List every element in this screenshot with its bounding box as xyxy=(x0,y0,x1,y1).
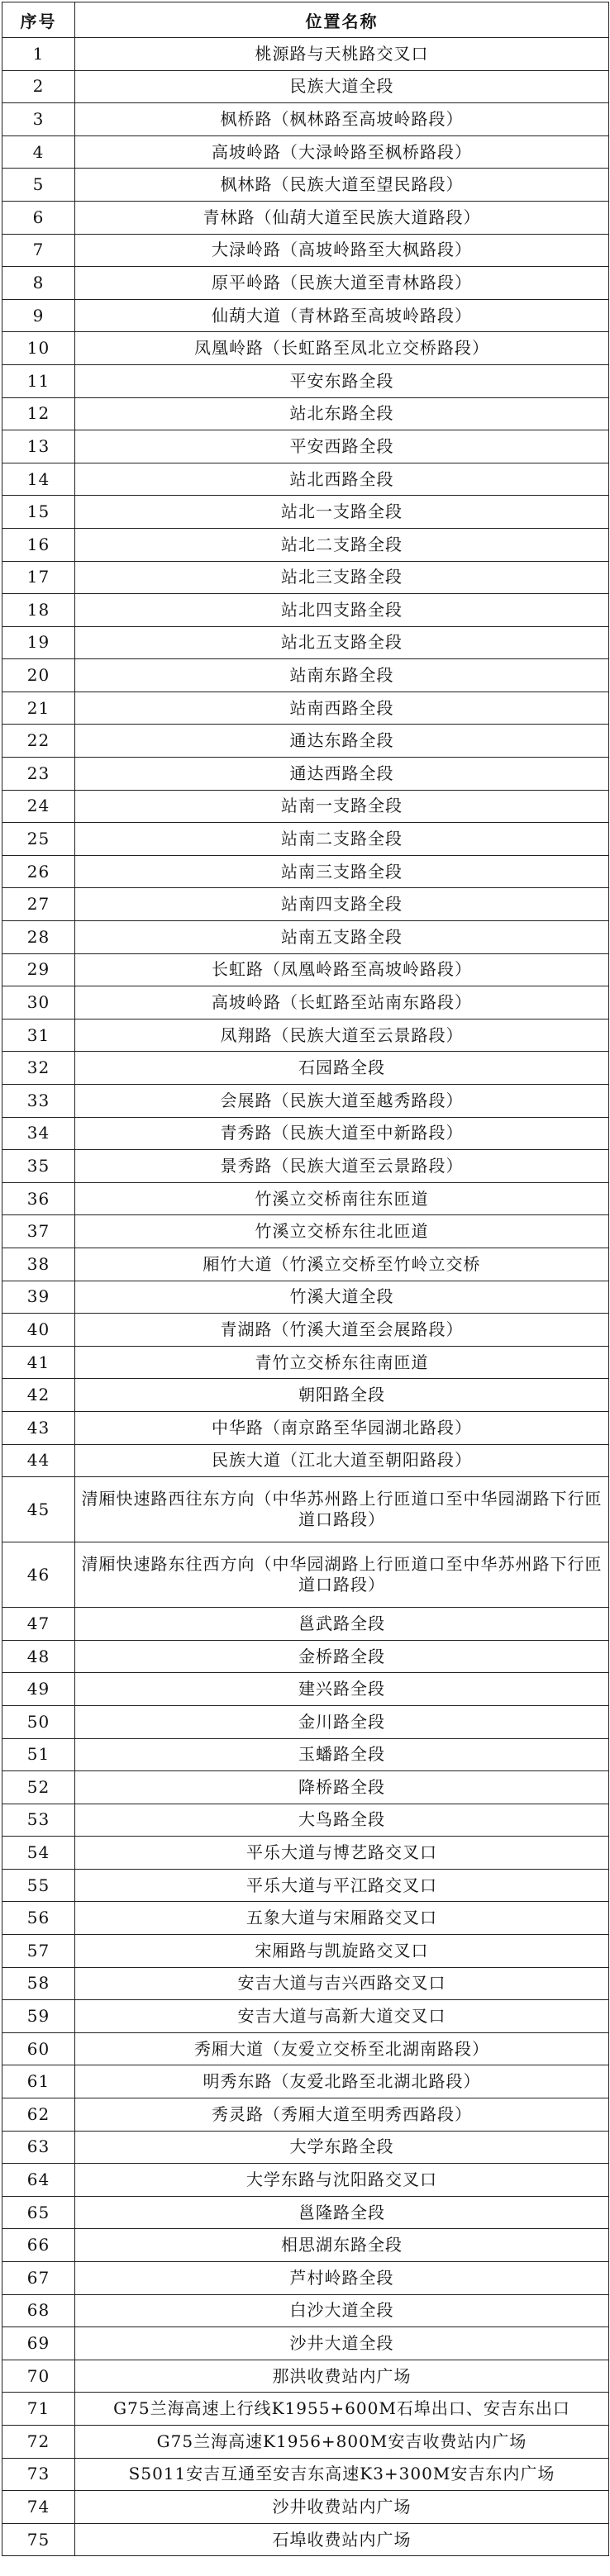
row-location-name: 青林路（仙葫大道至民族大道路段） xyxy=(75,201,609,234)
row-location-name: 白沙大道全段 xyxy=(75,2294,609,2327)
table-row xyxy=(2,397,609,430)
table-row xyxy=(2,823,609,856)
row-location-name: 大渌岭路（高坡岭路至大枫路段） xyxy=(75,234,609,267)
table-row xyxy=(2,659,609,692)
row-serial-number: 49 xyxy=(2,1673,75,1706)
row-location-name: 青竹立交桥东往南匝道 xyxy=(75,1346,609,1379)
row-serial-number: 68 xyxy=(2,2294,75,2327)
row-location-name: 长虹路（凤凰岭路至高坡岭路段） xyxy=(75,953,609,986)
row-serial-number: 72 xyxy=(2,2425,75,2458)
row-location-name: 厢竹大道（竹溪立交桥至竹岭立交桥 xyxy=(75,1248,609,1281)
table-row xyxy=(2,2000,609,2033)
row-location-name: 宋厢路与凯旋路交叉口 xyxy=(75,1935,609,1968)
row-location-name: 高坡岭路（大渌岭路至枫桥路段） xyxy=(75,135,609,169)
row-location-name: 站北五支路全段 xyxy=(75,626,609,659)
row-location-name: 金桥路全段 xyxy=(75,1640,609,1673)
row-location-name: 竹溪立交桥东往北匝道 xyxy=(75,1215,609,1248)
row-location-name: 朝阳路全段 xyxy=(75,1379,609,1412)
row-location-name: 平安东路全段 xyxy=(75,364,609,397)
table-row xyxy=(2,1477,609,1542)
row-location-name: 通达东路全段 xyxy=(75,725,609,758)
table-row xyxy=(2,1150,609,1183)
row-serial-number: 18 xyxy=(2,594,75,627)
table-row xyxy=(2,1248,609,1281)
row-serial-number: 24 xyxy=(2,790,75,823)
row-serial-number: 66 xyxy=(2,2229,75,2262)
table-row xyxy=(2,1804,609,1837)
table-row xyxy=(2,2032,609,2065)
row-serial-number: 63 xyxy=(2,2131,75,2164)
row-location-name: 通达西路全段 xyxy=(75,758,609,791)
header-location-name: 位置名称 xyxy=(75,2,609,38)
row-location-name: 竹溪立交桥南往东匝道 xyxy=(75,1182,609,1215)
row-serial-number: 14 xyxy=(2,463,75,496)
table-row xyxy=(2,561,609,594)
row-serial-number: 41 xyxy=(2,1346,75,1379)
row-location-name: 邕武路全段 xyxy=(75,1608,609,1641)
row-location-name: G75兰海高速上行线K1955+600M石埠出口、安吉东出口 xyxy=(75,2393,609,2426)
row-serial-number: 58 xyxy=(2,1967,75,2000)
table-row xyxy=(2,430,609,463)
row-location-name: 站北三支路全段 xyxy=(75,561,609,594)
row-serial-number: 62 xyxy=(2,2098,75,2132)
row-serial-number: 69 xyxy=(2,2327,75,2360)
row-serial-number: 9 xyxy=(2,299,75,332)
row-serial-number: 30 xyxy=(2,986,75,1019)
row-serial-number: 31 xyxy=(2,1019,75,1052)
row-location-name: 民族大道全段 xyxy=(75,70,609,103)
row-location-name: 枫林路（民族大道至望民路段） xyxy=(75,169,609,202)
table-row xyxy=(2,2065,609,2098)
row-serial-number: 29 xyxy=(2,953,75,986)
table-row xyxy=(2,1771,609,1804)
row-location-name: 五象大道与宋厢路交叉口 xyxy=(75,1902,609,1935)
row-location-name: 景秀路（民族大道至云景路段） xyxy=(75,1150,609,1183)
table-row xyxy=(2,38,609,71)
row-location-name: 站北二支路全段 xyxy=(75,528,609,561)
row-serial-number: 19 xyxy=(2,626,75,659)
table-row xyxy=(2,1935,609,1968)
row-serial-number: 51 xyxy=(2,1738,75,1771)
table-row xyxy=(2,1411,609,1444)
row-location-name: 平安西路全段 xyxy=(75,430,609,463)
row-serial-number: 40 xyxy=(2,1314,75,1347)
row-location-name: 青湖路（竹溪大道至会展路段） xyxy=(75,1314,609,1347)
location-table xyxy=(2,2,609,2556)
table-row xyxy=(2,1314,609,1347)
table-row xyxy=(2,267,609,300)
table-row xyxy=(2,692,609,725)
row-serial-number: 48 xyxy=(2,1640,75,1673)
row-serial-number: 59 xyxy=(2,2000,75,2033)
row-serial-number: 43 xyxy=(2,1411,75,1444)
row-location-name: 站北一支路全段 xyxy=(75,496,609,529)
row-serial-number: 61 xyxy=(2,2065,75,2098)
row-location-name: 清厢快速路西往东方向（中华苏州路上行匝道口至中华园湖路下行匝道口路段） xyxy=(75,1477,609,1542)
row-serial-number: 5 xyxy=(2,169,75,202)
row-serial-number: 22 xyxy=(2,725,75,758)
table-row xyxy=(2,1379,609,1412)
table-row xyxy=(2,1182,609,1215)
row-location-name: 桃源路与天桃路交叉口 xyxy=(75,38,609,71)
table-row xyxy=(2,2262,609,2295)
row-location-name: 大学东路与沈阳路交叉口 xyxy=(75,2164,609,2197)
row-location-name: 站南二支路全段 xyxy=(75,823,609,856)
row-serial-number: 3 xyxy=(2,103,75,136)
row-serial-number: 73 xyxy=(2,2458,75,2491)
row-serial-number: 6 xyxy=(2,201,75,234)
row-location-name: 民族大道（江北大道至朝阳路段） xyxy=(75,1444,609,1477)
table-row xyxy=(2,1837,609,1870)
row-location-name: 金川路全段 xyxy=(75,1705,609,1738)
row-serial-number: 34 xyxy=(2,1117,75,1150)
row-location-name: 大学东路全段 xyxy=(75,2131,609,2164)
table-row xyxy=(2,1673,609,1706)
table-body xyxy=(2,38,609,2556)
row-serial-number: 60 xyxy=(2,2032,75,2065)
row-location-name: 沙井大道全段 xyxy=(75,2327,609,2360)
table-row xyxy=(2,528,609,561)
row-serial-number: 28 xyxy=(2,921,75,954)
row-serial-number: 54 xyxy=(2,1837,75,1870)
row-serial-number: 36 xyxy=(2,1182,75,1215)
row-serial-number: 39 xyxy=(2,1281,75,1314)
row-serial-number: 38 xyxy=(2,1248,75,1281)
table-row xyxy=(2,332,609,365)
row-serial-number: 35 xyxy=(2,1150,75,1183)
table-row xyxy=(2,201,609,234)
table-row xyxy=(2,2098,609,2132)
row-serial-number: 74 xyxy=(2,2491,75,2524)
table-row xyxy=(2,1215,609,1248)
row-serial-number: 33 xyxy=(2,1085,75,1118)
table-row xyxy=(2,2393,609,2426)
table-row xyxy=(2,758,609,791)
row-serial-number: 50 xyxy=(2,1705,75,1738)
row-serial-number: 55 xyxy=(2,1869,75,1902)
table-row xyxy=(2,463,609,496)
row-location-name: 邕隆路全段 xyxy=(75,2196,609,2229)
row-location-name: 平乐大道与平江路交叉口 xyxy=(75,1869,609,1902)
row-serial-number: 65 xyxy=(2,2196,75,2229)
row-serial-number: 4 xyxy=(2,135,75,169)
table-row xyxy=(2,1640,609,1673)
row-serial-number: 13 xyxy=(2,430,75,463)
table-row xyxy=(2,2491,609,2524)
row-serial-number: 8 xyxy=(2,267,75,300)
table-row xyxy=(2,1967,609,2000)
table-row xyxy=(2,725,609,758)
table-row xyxy=(2,2327,609,2360)
table-row xyxy=(2,1608,609,1641)
row-serial-number: 44 xyxy=(2,1444,75,1477)
row-serial-number: 70 xyxy=(2,2360,75,2393)
row-location-name: 石园路全段 xyxy=(75,1052,609,1085)
table-row xyxy=(2,364,609,397)
row-serial-number: 25 xyxy=(2,823,75,856)
row-location-name: 高坡岭路（长虹路至站南东路段） xyxy=(75,986,609,1019)
row-location-name: 芦村岭路全段 xyxy=(75,2262,609,2295)
row-serial-number: 21 xyxy=(2,692,75,725)
table-row xyxy=(2,299,609,332)
row-serial-number: 46 xyxy=(2,1542,75,1608)
row-location-name: 相思湖东路全段 xyxy=(75,2229,609,2262)
table-row xyxy=(2,1117,609,1150)
row-serial-number: 12 xyxy=(2,397,75,430)
row-serial-number: 17 xyxy=(2,561,75,594)
row-serial-number: 2 xyxy=(2,70,75,103)
row-serial-number: 67 xyxy=(2,2262,75,2295)
row-serial-number: 37 xyxy=(2,1215,75,1248)
row-serial-number: 10 xyxy=(2,332,75,365)
row-location-name: 大鸟路全段 xyxy=(75,1804,609,1837)
table-row xyxy=(2,986,609,1019)
row-location-name: 枫桥路（枫林路至高坡岭路段） xyxy=(75,103,609,136)
row-serial-number: 16 xyxy=(2,528,75,561)
table-row xyxy=(2,1444,609,1477)
row-serial-number: 20 xyxy=(2,659,75,692)
table-row xyxy=(2,1542,609,1608)
table-row xyxy=(2,2164,609,2197)
row-serial-number: 52 xyxy=(2,1771,75,1804)
row-location-name: 清厢快速路东往西方向（中华园湖路上行匝道口至中华苏州路下行匝道口路段） xyxy=(75,1542,609,1608)
table-row xyxy=(2,921,609,954)
row-location-name: 站南一支路全段 xyxy=(75,790,609,823)
row-location-name: 凤翔路（民族大道至云景路段） xyxy=(75,1019,609,1052)
table-row xyxy=(2,1019,609,1052)
row-location-name: 凤凰岭路（长虹路至凤北立交桥路段） xyxy=(75,332,609,365)
table-row xyxy=(2,790,609,823)
table-row xyxy=(2,953,609,986)
table-row xyxy=(2,135,609,169)
row-location-name: 建兴路全段 xyxy=(75,1673,609,1706)
row-serial-number: 56 xyxy=(2,1902,75,1935)
table-row xyxy=(2,2196,609,2229)
row-location-name: 石埠收费站内广场 xyxy=(75,2523,609,2556)
row-location-name: 安吉大道与高新大道交叉口 xyxy=(75,2000,609,2033)
table-row xyxy=(2,2360,609,2393)
header-serial-number: 序号 xyxy=(2,2,75,38)
table-row xyxy=(2,1281,609,1314)
row-location-name: 站南三支路全段 xyxy=(75,855,609,888)
table-row xyxy=(2,2523,609,2556)
row-location-name: 原平岭路（民族大道至青林路段） xyxy=(75,267,609,300)
row-serial-number: 11 xyxy=(2,364,75,397)
table-row xyxy=(2,1902,609,1935)
table-row xyxy=(2,169,609,202)
table-row xyxy=(2,1346,609,1379)
table-row xyxy=(2,626,609,659)
row-location-name: 会展路（民族大道至越秀路段） xyxy=(75,1085,609,1118)
row-location-name: 青秀路（民族大道至中新路段） xyxy=(75,1117,609,1150)
row-location-name: G75兰海高速K1956+800M安吉收费站内广场 xyxy=(75,2425,609,2458)
header-row xyxy=(2,2,609,38)
row-location-name: 秀厢大道（友爱立交桥至北湖南路段） xyxy=(75,2032,609,2065)
row-location-name: 站北东路全段 xyxy=(75,397,609,430)
row-location-name: 站北四支路全段 xyxy=(75,594,609,627)
row-serial-number: 32 xyxy=(2,1052,75,1085)
table-row xyxy=(2,70,609,103)
row-location-name: 站南东路全段 xyxy=(75,659,609,692)
row-location-name: 竹溪大道全段 xyxy=(75,1281,609,1314)
row-location-name: 那洪收费站内广场 xyxy=(75,2360,609,2393)
table-row xyxy=(2,2425,609,2458)
table-row xyxy=(2,2458,609,2491)
row-serial-number: 15 xyxy=(2,496,75,529)
row-location-name: S5011安吉互通至安吉东高速K3+300M安吉东内广场 xyxy=(75,2458,609,2491)
row-serial-number: 53 xyxy=(2,1804,75,1837)
row-serial-number: 45 xyxy=(2,1477,75,1542)
row-serial-number: 1 xyxy=(2,38,75,71)
table-row xyxy=(2,2294,609,2327)
row-location-name: 中华路（南京路至华园湖北路段） xyxy=(75,1411,609,1444)
row-location-name: 平乐大道与博艺路交叉口 xyxy=(75,1837,609,1870)
row-serial-number: 75 xyxy=(2,2523,75,2556)
row-location-name: 明秀东路（友爱北路至北湖北路段） xyxy=(75,2065,609,2098)
row-serial-number: 57 xyxy=(2,1935,75,1968)
table-row xyxy=(2,594,609,627)
row-serial-number: 71 xyxy=(2,2393,75,2426)
row-location-name: 安吉大道与吉兴西路交叉口 xyxy=(75,1967,609,2000)
row-location-name: 秀灵路（秀厢大道至明秀西路段） xyxy=(75,2098,609,2132)
row-location-name: 玉蟠路全段 xyxy=(75,1738,609,1771)
table-row xyxy=(2,1085,609,1118)
table-row xyxy=(2,855,609,888)
table-row xyxy=(2,2229,609,2262)
table-row xyxy=(2,888,609,921)
row-serial-number: 64 xyxy=(2,2164,75,2197)
table-row xyxy=(2,1052,609,1085)
table-row xyxy=(2,234,609,267)
row-serial-number: 27 xyxy=(2,888,75,921)
table-row xyxy=(2,1705,609,1738)
table-row xyxy=(2,496,609,529)
row-serial-number: 42 xyxy=(2,1379,75,1412)
row-serial-number: 26 xyxy=(2,855,75,888)
row-serial-number: 47 xyxy=(2,1608,75,1641)
table-row xyxy=(2,2131,609,2164)
row-location-name: 降桥路全段 xyxy=(75,1771,609,1804)
row-serial-number: 7 xyxy=(2,234,75,267)
table-row xyxy=(2,103,609,136)
row-location-name: 站南四支路全段 xyxy=(75,888,609,921)
row-location-name: 仙葫大道（青林路至高坡岭路段） xyxy=(75,299,609,332)
row-location-name: 站南西路全段 xyxy=(75,692,609,725)
table-row xyxy=(2,1738,609,1771)
table-row xyxy=(2,1869,609,1902)
row-location-name: 沙井收费站内广场 xyxy=(75,2491,609,2524)
row-location-name: 站北西路全段 xyxy=(75,463,609,496)
row-location-name: 站南五支路全段 xyxy=(75,921,609,954)
row-serial-number: 23 xyxy=(2,758,75,791)
